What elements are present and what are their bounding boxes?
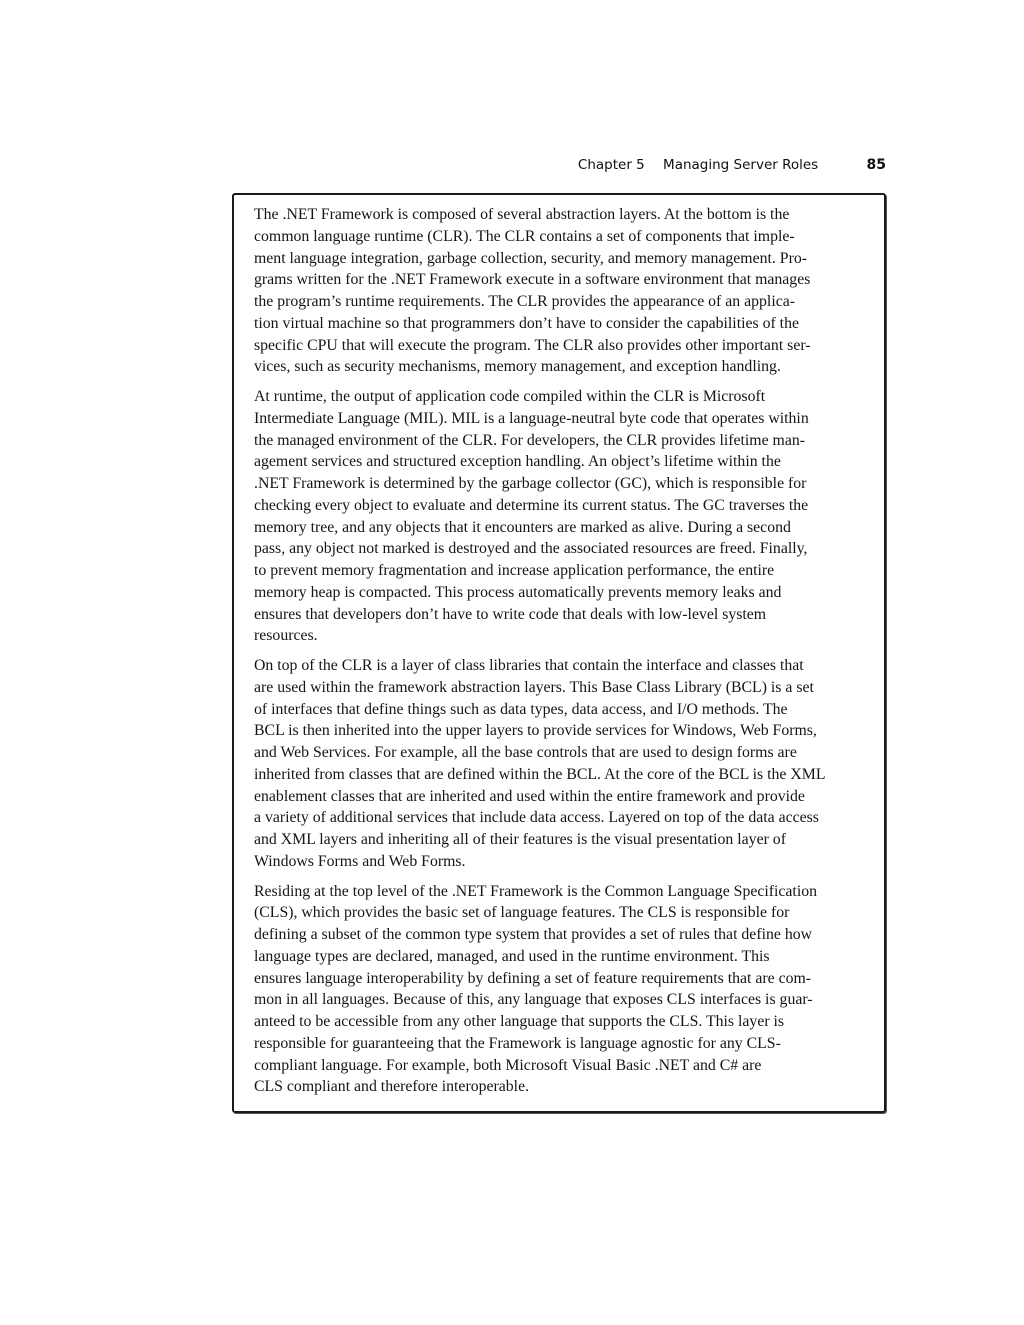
text-line: grams written for the .NET Framework execute in a software environment that manages — [254, 271, 811, 289]
text-line: defining a subset of the common type system that provides a set of rules that define how — [254, 926, 813, 943]
text-line: Residing at the top level of the .NET Framework is the Common Language Specification — [254, 882, 818, 900]
text-line: mon in all languages. Because of this, any language that exposes CLS interfaces is guar- — [254, 991, 813, 1009]
text-line: checking every object to evaluate and determine its current status. The GC traverses the — [254, 496, 809, 514]
text-line: .NET Framework is determined by the garbage collector (GC), which is responsible for — [254, 475, 807, 492]
text-line: enablement classes that are inherited and used within the entire framework and provide — [254, 787, 805, 805]
text-line: of interfaces that define things such as data types, data access, and I/O methods. The — [254, 700, 788, 718]
text-line: anteed to be accessible from any other language that supports the CLS. This layer is — [254, 1013, 785, 1030]
text-line: tion virtual machine so that programmers don’t have to consider the capabilities of the — [254, 314, 799, 332]
text-line: to prevent memory fragmentation and increase application performance, the entire — [254, 562, 775, 579]
paragraph-clr-overview — [254, 204, 866, 378]
text-line: responsible for guaranteeing that the Framework is language agnostic for any CLS- — [254, 1034, 781, 1052]
text-line: compliant language. For example, both Microsoft Visual Basic .NET and C# are — [254, 1056, 762, 1074]
text-line: and Web Services. For example, all the base controls that are used to design forms are — [254, 744, 797, 761]
text-line: specific CPU that will execute the program. The CLR also provides other important ser- — [254, 336, 811, 354]
paragraph-runtime-mil — [254, 386, 866, 647]
text-line: are used within the framework abstraction layers. This Base Class Library (BCL) is a set — [254, 678, 814, 696]
text-line: and XML layers and inheriting all of their features is the visual presentation layer of — [254, 831, 786, 848]
text-line: the managed environment of the CLR. For developers, the CLR provides lifetime man- — [254, 431, 806, 449]
text-line: On top of the CLR is a layer of class libraries that contain the interface and classes that — [254, 657, 804, 674]
text-line: common language runtime (CLR). The CLR contains a set of components that imple- — [254, 227, 795, 245]
text-line: agement services and structured exception handling. An object’s lifetime within the — [254, 453, 781, 471]
text-line: memory heap is compacted. This process automatically prevents memory leaks and — [254, 583, 782, 601]
text-line: pass, any object not marked is destroyed and the associated resources are freed. Finally, — [254, 540, 808, 558]
text-line: the program’s runtime requirements. The CLR provides the appearance of an applica- — [254, 293, 795, 310]
text-line: ensures language interoperability by defining a set of feature requirements that are com- — [254, 969, 812, 987]
text-line: ensures that developers don’t have to write code that deals with low-level system — [254, 605, 767, 623]
page-number: 85 — [866, 157, 886, 173]
text-line: language types are declared, managed, and used in the runtime environment. This — [254, 947, 770, 965]
text-line: vices, such as security mechanisms, memory management, and exception handling. — [254, 358, 781, 376]
running-header — [0, 156, 886, 174]
text-line: The .NET Framework is composed of several abstraction layers. At the bottom is the — [254, 206, 790, 223]
paragraph-bcl — [254, 655, 866, 873]
text-line: CLS compliant and therefore interoperable. — [254, 1078, 530, 1096]
text-line: memory tree, and any objects that it encounters are marked as alive. During a second — [254, 518, 791, 536]
text-line: resources. — [254, 627, 318, 645]
text-line: a variety of additional services that include data access. Layered on top of the data access — [254, 809, 819, 827]
text-line: (CLS), which provides the basic set of language features. The CLS is responsible for — [254, 904, 790, 922]
chapter-label: Chapter 5 — [577, 157, 645, 173]
paragraph-cls — [254, 881, 866, 1099]
text-line: Intermediate Language (MIL). MIL is a language-neutral byte code that operates within — [254, 409, 809, 427]
text-line: Windows Forms and Web Forms. — [254, 852, 466, 870]
text-line: ment language integration, garbage collection, security, and memory management. Pro- — [254, 249, 807, 267]
text-line: inherited from classes that are defined within the BCL. At the core of the BCL is the XML — [254, 765, 826, 783]
sidebar-box — [232, 193, 886, 1113]
text-line: At runtime, the output of application code compiled within the CLR is Microsoft — [254, 388, 766, 405]
chapter-title: Managing Server Roles — [663, 157, 819, 173]
text-line: BCL is then inherited into the upper layers to provide services for Windows, Web Forms, — [254, 722, 817, 740]
